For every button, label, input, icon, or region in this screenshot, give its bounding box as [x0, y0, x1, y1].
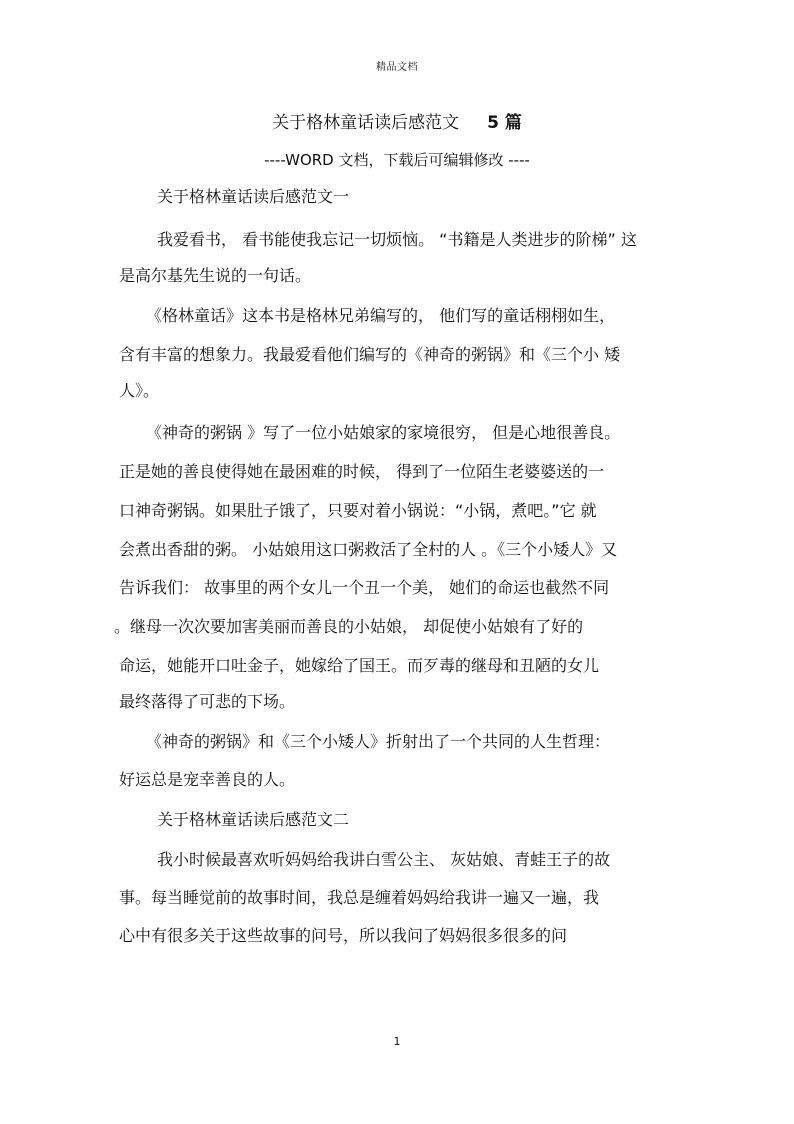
paragraph-line: 《格林童话》这本书是格林兄弟编写的， 他们写的童话栩栩如生，	[146, 306, 616, 325]
page-header: 精品文档	[376, 62, 418, 73]
section-heading-1: 关于格林童话读后感范文一	[157, 187, 350, 206]
paragraph-line: 命运，她能开口吐金子，她嫁给了国王。而歹毒的继母和丑陋的女儿	[119, 656, 600, 675]
paragraph-line: 。继母一次次要加害美丽而善良的小姑娘， 却促使小姑娘有了好的	[114, 617, 584, 636]
paragraph-line: 是高尔基先生说的一句话。	[119, 266, 312, 285]
paragraph-line: 正是她的善良使得她在最困难的时候， 得到了一位陌生老婆婆送的一	[119, 462, 605, 481]
paragraph-line: 会煮出香甜的粥。 小姑娘用这口粥救活了全村的人 。《三个小矮人》又	[119, 540, 618, 559]
paragraph-line: 我小时候最喜欢听妈妈给我讲白雪公主、 灰姑娘、青蛙王子的故	[157, 850, 611, 869]
paragraph-line: 含有丰富的想象力。我最爱看他们编写的《神奇的粥锅》和《三个小 矮	[119, 345, 621, 364]
paragraph-line: 好运总是宠幸善良的人。	[119, 770, 296, 789]
section-heading-2: 关于格林童话读后感范文二	[157, 810, 350, 829]
document-subtitle: ----WORD 文档，下载后可编辑修改 ----	[264, 151, 530, 169]
paragraph-line: 《神奇的粥锅 》写了一位小姑娘家的家境很穷， 但是心地很善良。	[146, 423, 621, 442]
document-title	[0, 108, 794, 133]
paragraph-line: 事。每当睡觉前的故事时间，我总是缠着妈妈给我讲一遍又一遍，我	[119, 888, 600, 907]
paragraph-line: 人》。	[119, 381, 160, 400]
title-count: 5 篇	[487, 113, 522, 133]
paragraph-line: 我爱看书， 看书能使我忘记一切烦恼。 “书籍是人类进步的阶梯” 这	[157, 230, 637, 249]
paragraph-line: 《神奇的粥锅》和《三个小矮人》折射出了一个共同的人生哲理：	[146, 732, 611, 751]
page-number: 1	[393, 1035, 401, 1048]
title-text: 关于格林童话读后感范文	[272, 113, 460, 133]
paragraph-line: 最终落得了可悲的下场。	[119, 692, 296, 711]
paragraph-line: 心中有很多关于这些故事的问号，所以我问了妈妈很多很多的问	[119, 926, 568, 945]
paragraph-line: 口神奇粥锅。如果肚子饿了，只要对着小锅说：“小锅，煮吧。”它 就	[119, 501, 597, 520]
paragraph-line: 告诉我们： 故事里的两个女儿一个丑一个美， 她们的命运也截然不同	[119, 578, 610, 597]
